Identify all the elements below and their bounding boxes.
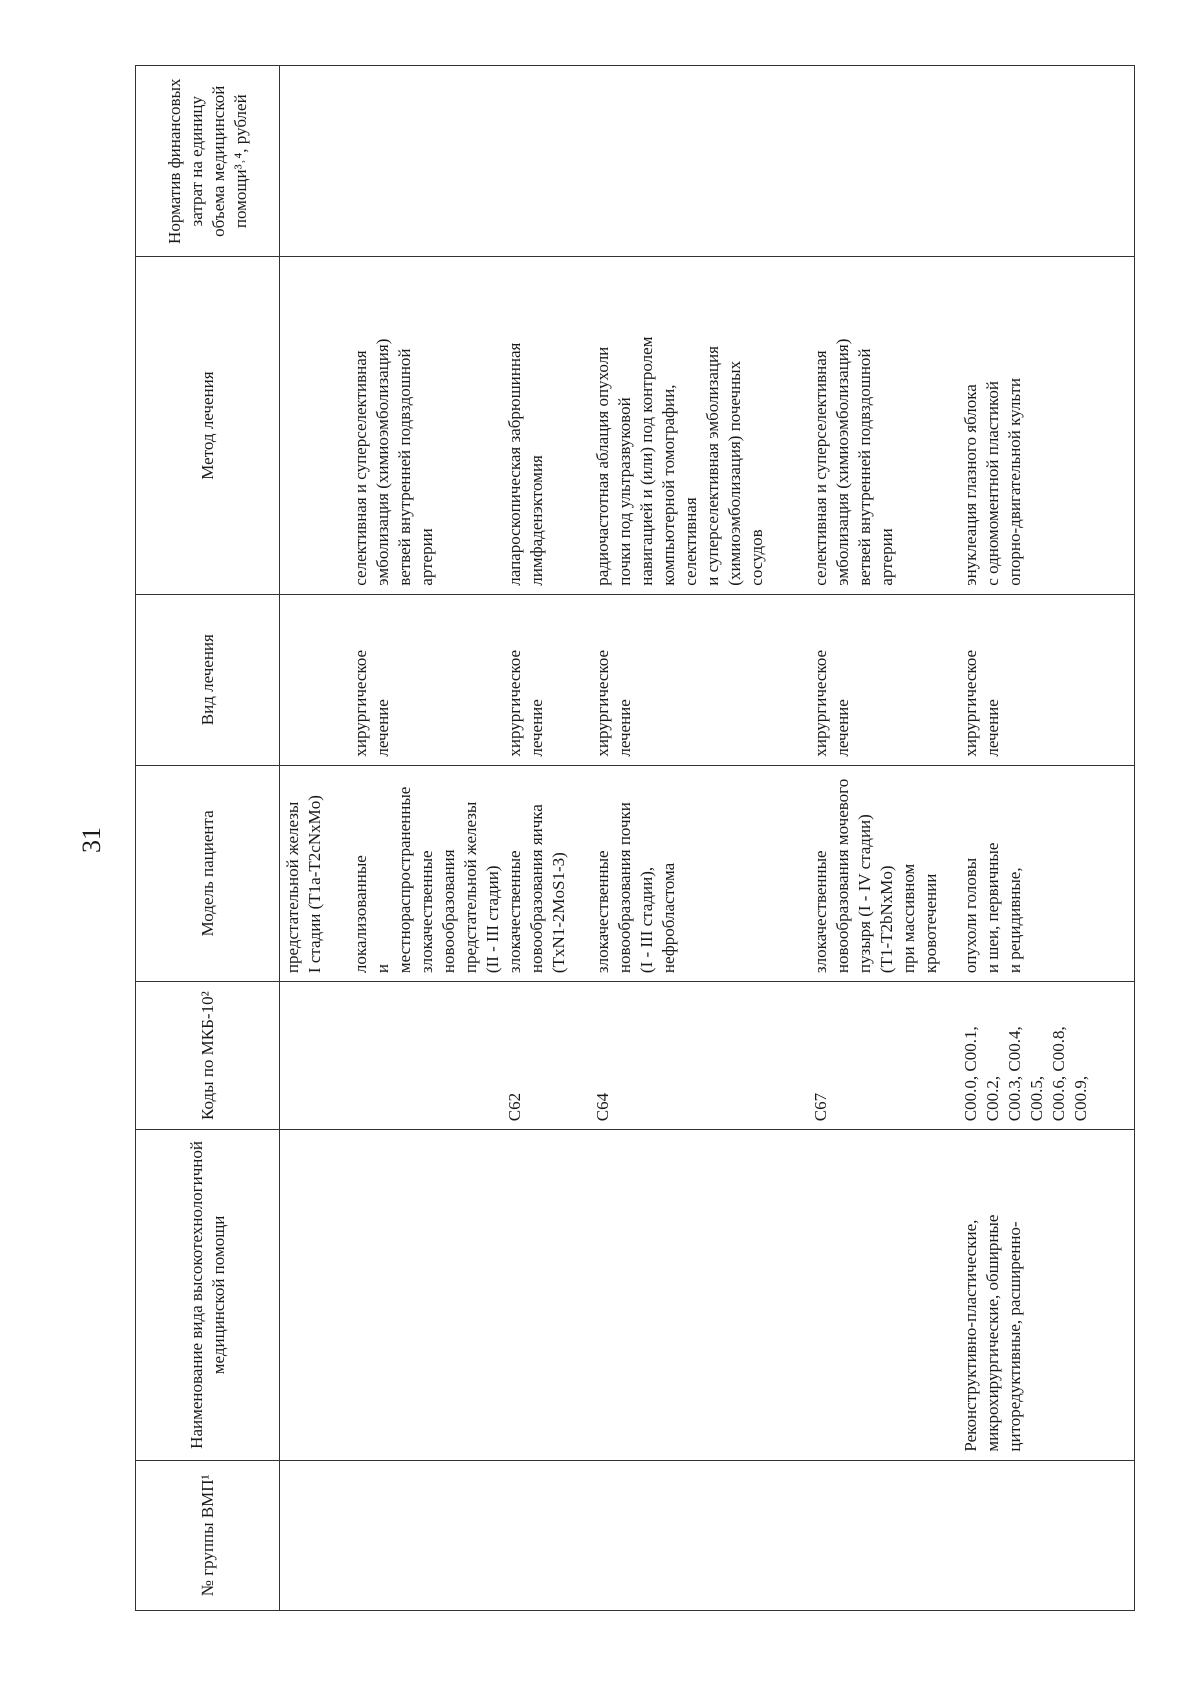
page-number: 31 <box>77 827 106 853</box>
header-codes: Коды по МКБ-10² <box>136 982 280 1130</box>
method-5: селективная и суперселективная эмболизация (химиоэмболизация) ветвей внутренней подвздошной артерии <box>811 338 896 586</box>
header-name: Наименование вида высокотехнологичной медицинской помощи <box>136 1130 280 1460</box>
name-1 <box>280 1130 348 1459</box>
rotated-table-container <box>135 65 1135 1611</box>
name-3 <box>502 1130 590 1459</box>
model-4: злокачественные новообразования почки (I - III стадии), нефробластома <box>593 802 678 974</box>
kind-4: хирургическое лечение <box>593 649 634 757</box>
kind-6: хирургическое лечение <box>961 649 1002 757</box>
group-no-1 <box>280 1461 348 1610</box>
code-6: C00.0, C00.1, C00.2, C00.3, C00.4, C00.5, C00.6, C00.8, C00.9, <box>961 1026 1090 1122</box>
name-6: Реконструктивно-пластические, микрохирургические, обширные циторедуктивные, расширенно- <box>961 1214 1024 1452</box>
code-1 <box>280 982 348 1129</box>
cell-kind <box>280 594 1135 765</box>
header-kind: Вид лечения <box>136 594 280 765</box>
cell-codes <box>280 982 1135 1130</box>
table-wrapper <box>135 65 1135 1611</box>
header-group-no: № группы ВМП¹ <box>136 1460 280 1610</box>
name-2 <box>348 1130 502 1459</box>
model-1: предстательной железы I стадии (T1a-T2cNxMo) <box>283 795 324 974</box>
kind-5: хирургическое лечение <box>811 649 852 757</box>
cell-name <box>280 1130 1135 1460</box>
cell-group-no <box>280 1460 1135 1610</box>
kind-3: хирургическое лечение <box>505 649 546 757</box>
model-6: опухоли головы и шеи, первичные и рецидивные, <box>961 842 1024 974</box>
method-1 <box>280 257 348 593</box>
model-2: локализованные и местнораспространенные злокачественные новообразования предстательной железы (II - III стадии) <box>351 786 502 974</box>
method-4: радиочастотная аблация опухоли почки под ультразвуковой навигацией и (или) под контролем компьютерной томографии, селективная и суперселективная эмболизация (химиоэмболизация) почечных сосудов <box>593 336 766 586</box>
code-4: C64 <box>593 1092 612 1122</box>
name-4 <box>590 1130 808 1459</box>
group-no-2 <box>348 1461 502 1610</box>
group-no-6 <box>958 1461 1134 1610</box>
cell-norm <box>280 66 1135 257</box>
method-6: энуклеация глазного яблока с одномоментной пластикой опорно-двигательной культи <box>961 377 1024 586</box>
kind-2: хирургическое лечение <box>351 649 392 757</box>
kind-1 <box>280 595 348 765</box>
name-5 <box>808 1130 958 1459</box>
model-3: злокачественные новообразования яичка (TxN1-2MoS1-3) <box>505 804 568 974</box>
header-norm: Норматив финансовых затрат на единицу объема медицинской помощи³˒⁴, рублей <box>136 66 280 257</box>
vmp-table <box>135 65 1135 1611</box>
header-method: Метод лечения <box>136 257 280 594</box>
method-2: селективная и суперселективная эмболизация (химиоэмболизация) ветвей внутренней подвздошной артерии <box>351 338 436 586</box>
table-header-row <box>136 66 280 1611</box>
method-3: лапароскопическая забрюшинная лимфаденэктомия <box>505 342 546 586</box>
table-body-row <box>280 66 1135 1611</box>
code-2 <box>348 982 502 1129</box>
code-3: C62 <box>505 1092 524 1122</box>
code-5: C67 <box>811 1092 830 1122</box>
group-no-3 <box>502 1461 590 1610</box>
group-no-5 <box>808 1461 958 1610</box>
group-no-4 <box>590 1461 808 1610</box>
model-5: злокачественные новообразования мочевого пузыря (I - IV стадии) (T1-T2bNxMo) при массивном кровотечении <box>811 778 940 974</box>
cell-method <box>280 257 1135 594</box>
header-model: Модель пациента <box>136 765 280 981</box>
cell-model <box>280 765 1135 981</box>
